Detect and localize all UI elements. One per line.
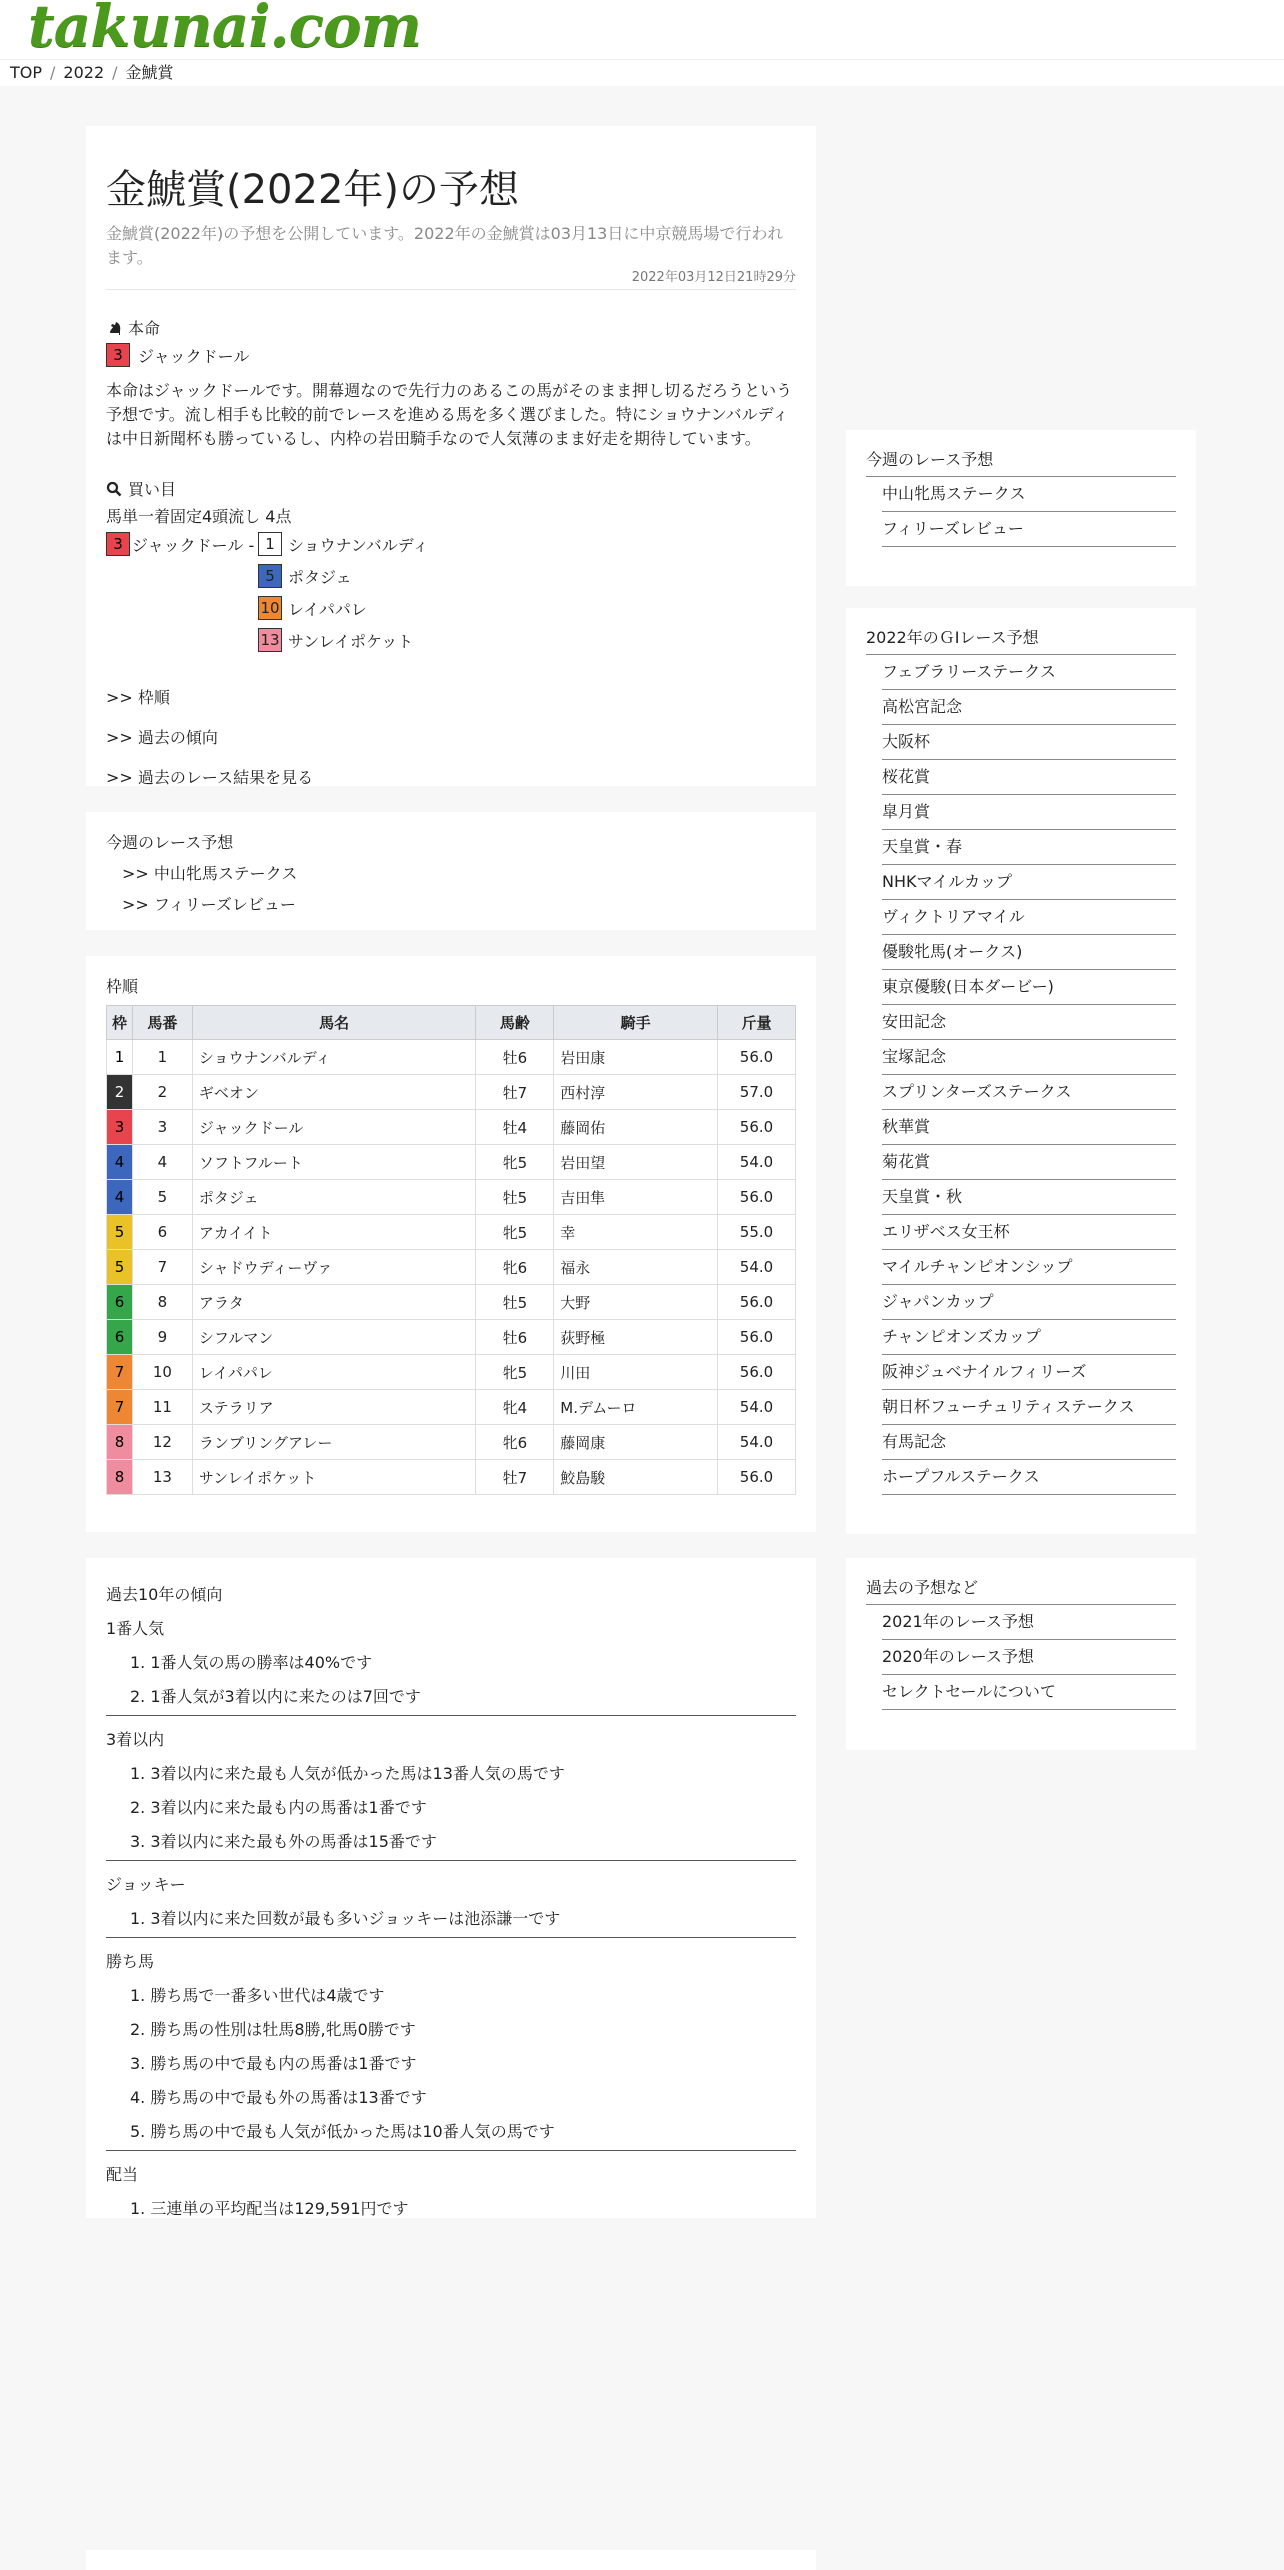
honmei-heading xyxy=(106,316,796,339)
waku-cell xyxy=(107,1110,133,1145)
link-waku[interactable]: >> 枠順 xyxy=(106,688,170,707)
table-row xyxy=(107,1075,796,1110)
umaban-cell: 9 xyxy=(132,1320,192,1355)
list-item: 1. 3着以内に来た回数が最も多いジョッキーは池添謙一です xyxy=(130,1909,561,1928)
waku-color-badge: 8 xyxy=(107,1425,132,1459)
search-icon xyxy=(106,481,122,497)
jockey-cell: M.デムーロ xyxy=(554,1390,718,1425)
umaban-cell: 1 xyxy=(132,1040,192,1075)
sidebar-link[interactable]: 秋華賞 xyxy=(882,1110,1176,1145)
jockey-cell: 西村淳 xyxy=(554,1075,718,1110)
age-cell: 牡7 xyxy=(476,1075,554,1110)
jockey-cell: 岩田望 xyxy=(554,1145,718,1180)
waku-cell xyxy=(107,1390,133,1425)
waku-color-badge: 6 xyxy=(107,1285,132,1319)
buy-targets xyxy=(258,527,428,655)
weight-cell: 56.0 xyxy=(718,1040,796,1075)
breadcrumb-separator: / xyxy=(112,63,118,82)
umaban-cell: 3 xyxy=(132,1110,192,1145)
breadcrumb xyxy=(0,60,1284,86)
sidebar-link[interactable]: 朝日杯フューチュリティステークス xyxy=(882,1390,1176,1425)
list-item: 5. 勝ち馬の中で最も人気が低かった馬は10番人気の馬です xyxy=(130,2122,555,2141)
trend-group xyxy=(106,1730,796,1861)
horse-number-badge: 10 xyxy=(258,596,282,620)
horse-number-badge: 5 xyxy=(258,564,282,588)
jockey-cell: 荻野極 xyxy=(554,1320,718,1355)
buy-target-name: ポタジェ xyxy=(288,567,352,587)
sidebar-link[interactable]: 高松宮記念 xyxy=(882,690,1176,725)
umaban-cell: 5 xyxy=(132,1180,192,1215)
post-date: 2022年03月12日21時29分 xyxy=(106,266,796,290)
buy-target-row xyxy=(258,625,428,655)
col-waku: 枠 xyxy=(107,1006,133,1040)
sidebar-link[interactable]: ヴィクトリアマイル xyxy=(882,900,1176,935)
table-row xyxy=(107,1145,796,1180)
horse-name-cell: レイパパレ xyxy=(192,1355,475,1390)
age-cell: 牡5 xyxy=(476,1180,554,1215)
sidebar-link[interactable]: ジャパンカップ xyxy=(882,1285,1176,1320)
honmei-label: 本命 xyxy=(128,319,161,338)
waku-color-badge: 4 xyxy=(107,1145,132,1179)
age-cell: 牝4 xyxy=(476,1390,554,1425)
list-item: 1. 勝ち馬で一番多い世代は4歳です xyxy=(130,1986,385,2005)
list-item: 3. 3着以内に来た最も外の馬番は15番です xyxy=(130,1832,437,1851)
table-row xyxy=(107,1110,796,1145)
buy-combination xyxy=(106,527,796,651)
trend-group xyxy=(106,1952,796,2151)
honmei-horse xyxy=(106,343,796,367)
jockey-cell: 幸 xyxy=(554,1215,718,1250)
buy-target-row xyxy=(258,593,428,623)
buy-description: 馬単一着固定4頭流し 4点 xyxy=(106,507,292,526)
sidebar-past-title: 過去の予想など xyxy=(866,1576,1176,1605)
list-item: 4. 勝ち馬の中で最も外の馬番は13番です xyxy=(130,2088,427,2107)
table-row xyxy=(107,1040,796,1075)
trend-group-title: ジョッキー xyxy=(106,1875,186,1894)
sidebar-link[interactable]: 桜花賞 xyxy=(882,760,1176,795)
sidebar-weekly-title: 今週のレース予想 xyxy=(866,448,1176,477)
jockey-cell: 岩田康 xyxy=(554,1040,718,1075)
page-title: 金鯱賞(2022年)の予想 xyxy=(106,167,520,213)
jockey-cell: 福永 xyxy=(554,1250,718,1285)
sidebar-link[interactable]: エリザベス女王杯 xyxy=(882,1215,1176,1250)
sidebar-link[interactable]: ホープフルステークス xyxy=(882,1460,1176,1495)
buy-target-name: サンレイポケット xyxy=(288,631,414,651)
table-header-row xyxy=(107,1006,796,1040)
col-weight: 斤量 xyxy=(718,1006,796,1040)
waku-cell xyxy=(107,1425,133,1460)
sidebar-link[interactable]: 天皇賞・秋 xyxy=(882,1180,1176,1215)
umaban-cell: 6 xyxy=(132,1215,192,1250)
weight-cell: 56.0 xyxy=(718,1285,796,1320)
sidebar-link[interactable]: 宝塚記念 xyxy=(882,1040,1176,1075)
waku-cell xyxy=(107,1460,133,1495)
breadcrumb-year[interactable]: 2022 xyxy=(63,63,105,82)
table-row xyxy=(107,1285,796,1320)
horse-name-cell: アカイイト xyxy=(192,1215,475,1250)
buy-target-name: レイパパレ xyxy=(288,599,367,619)
weekly-title: 今週のレース予想 xyxy=(106,833,234,852)
sidebar-link[interactable]: スプリンターズステークス xyxy=(882,1075,1176,1110)
trend-panel xyxy=(86,1558,816,2218)
waku-cell xyxy=(107,1040,133,1075)
waku-color-badge: 8 xyxy=(107,1460,132,1494)
waku-color-badge: 2 xyxy=(107,1075,132,1109)
honmei-text: 本命はジャックドールです。開幕週なので先行力のあるこの馬がそのまま押し切るだろうという予想です。流し相手も比較的前でレースを進める馬を多く選びました。特にショウナンバルディは中日新聞杯も勝っているし、内枠の岩田騎手なので人気薄のまま好走を期待しています。 xyxy=(106,381,793,448)
sidebar-link[interactable]: セレクトセールについて xyxy=(882,1675,1176,1710)
waku-color-badge: 4 xyxy=(107,1180,132,1214)
horse-name-cell: ギベオン xyxy=(192,1075,475,1110)
waku-cell xyxy=(107,1355,133,1390)
sidebar-link[interactable]: 2021年のレース予想 xyxy=(882,1605,1176,1640)
sidebar-link[interactable]: 天皇賞・春 xyxy=(882,830,1176,865)
waku-color-badge: 1 xyxy=(107,1040,132,1074)
horse-name-cell: ランブリングアレー xyxy=(192,1425,475,1460)
list-item: 2. 1番人気が3着以内に来たのは7回です xyxy=(130,1687,421,1706)
sidebar-link[interactable]: 安田記念 xyxy=(882,1005,1176,1040)
horse-name-cell: アラタ xyxy=(192,1285,475,1320)
sidebar-g1 xyxy=(846,608,1196,1534)
trend-group-title: 配当 xyxy=(106,2165,139,2184)
horse-knight-icon xyxy=(106,320,122,336)
sidebar-link[interactable]: チャンピオンズカップ xyxy=(882,1320,1176,1355)
horse-name-cell: ショウナンバルディ xyxy=(192,1040,475,1075)
sidebar-link[interactable]: 有馬記念 xyxy=(882,1425,1176,1460)
age-cell: 牝6 xyxy=(476,1250,554,1285)
jockey-cell: 藤岡康 xyxy=(554,1425,718,1460)
sidebar-link[interactable]: 2020年のレース予想 xyxy=(882,1640,1176,1675)
waku-cell xyxy=(107,1145,133,1180)
sidebar-link[interactable]: 阪神ジュベナイルフィリーズ xyxy=(882,1355,1176,1390)
waku-cell xyxy=(107,1285,133,1320)
col-horse-name: 馬名 xyxy=(192,1006,475,1040)
umaban-cell: 10 xyxy=(132,1355,192,1390)
sidebar-link[interactable]: 東京優駿(日本ダービー) xyxy=(882,970,1176,1005)
horse-name-cell: ステラリア xyxy=(192,1390,475,1425)
horse-name-cell: サンレイポケット xyxy=(192,1460,475,1495)
list-item: 2. 3着以内に来た最も内の馬番は1番です xyxy=(130,1798,427,1817)
table-row xyxy=(107,1180,796,1215)
col-umaban: 馬番 xyxy=(132,1006,192,1040)
jockey-cell: 川田 xyxy=(554,1355,718,1390)
horse-number-badge: 1 xyxy=(258,532,282,556)
weekly-link-nakayama[interactable]: >> 中山牝馬ステークス xyxy=(122,864,298,883)
waku-color-badge: 5 xyxy=(107,1215,132,1249)
bottom-panel xyxy=(86,2550,816,2570)
list-item: 3. 勝ち馬の中で最も内の馬番は1番です xyxy=(130,2054,417,2073)
list-item: 1. 1番人気の馬の勝率は40%です xyxy=(130,1653,373,1672)
sidebar-link[interactable]: フェブラリーステークス xyxy=(882,655,1176,690)
waku-title: 枠順 xyxy=(106,977,139,996)
horse-number-badge: 13 xyxy=(258,628,282,652)
sidebar-past xyxy=(846,1558,1196,1750)
waku-table xyxy=(106,1005,796,1495)
sidebar-g1-title: 2022年のＧⅠレース予想 xyxy=(866,626,1176,655)
col-jockey: 騎手 xyxy=(554,1006,718,1040)
waku-cell xyxy=(107,1320,133,1355)
buy-target-row xyxy=(258,561,428,591)
col-age: 馬齢 xyxy=(476,1006,554,1040)
buy-target-row xyxy=(258,529,428,559)
weight-cell: 54.0 xyxy=(718,1145,796,1180)
weight-cell: 54.0 xyxy=(718,1250,796,1285)
trend-group-title: 勝ち馬 xyxy=(106,1952,155,1971)
trend-group xyxy=(106,2165,796,2227)
age-cell: 牝5 xyxy=(476,1145,554,1180)
table-row xyxy=(107,1390,796,1425)
breadcrumb-current: 金鯱賞 xyxy=(125,63,174,82)
age-cell: 牝5 xyxy=(476,1215,554,1250)
age-cell: 牡6 xyxy=(476,1040,554,1075)
waku-cell xyxy=(107,1215,133,1250)
list-item: 1. 三連単の平均配当は129,591円です xyxy=(130,2199,409,2218)
age-cell: 牝6 xyxy=(476,1425,554,1460)
buy-target-name: ショウナンバルディ xyxy=(288,535,429,555)
jockey-cell: 藤岡佑 xyxy=(554,1110,718,1145)
waku-cell xyxy=(107,1075,133,1110)
weight-cell: 56.0 xyxy=(718,1460,796,1495)
waku-color-badge: 3 xyxy=(107,1110,132,1144)
weekly-link-fillies[interactable]: >> フィリーズレビュー xyxy=(122,895,296,914)
waku-color-badge: 5 xyxy=(107,1250,132,1284)
list-item: 1. 3着以内に来た最も人気が低かった馬は13番人気の馬です xyxy=(130,1764,565,1783)
jockey-cell: 大野 xyxy=(554,1285,718,1320)
sidebar-link[interactable]: フィリーズレビュー xyxy=(882,512,1176,547)
horse-name-cell: ソフトフルート xyxy=(192,1145,475,1180)
table-row xyxy=(107,1215,796,1250)
buy-heading xyxy=(106,477,796,500)
umaban-cell: 8 xyxy=(132,1285,192,1320)
link-trend[interactable]: >> 過去の傾向 xyxy=(106,728,218,747)
waku-cell xyxy=(107,1250,133,1285)
list-item: 2. 勝ち馬の性別は牡馬8勝,牝馬0勝です xyxy=(130,2020,416,2039)
weekly-races-panel xyxy=(86,812,816,930)
sidebar-link[interactable]: 大阪杯 xyxy=(882,725,1176,760)
waku-cell xyxy=(107,1180,133,1215)
sidebar-link[interactable]: NHKマイルカップ xyxy=(882,865,1176,900)
sidebar-link[interactable]: 優駿牝馬(オークス) xyxy=(882,935,1176,970)
breadcrumb-top[interactable]: TOP xyxy=(10,63,43,82)
page-description: 金鯱賞(2022年)の予想を公開しています。2022年の金鯱賞は03月13日に中京競馬場で行われます。 xyxy=(106,224,784,267)
age-cell: 牡6 xyxy=(476,1320,554,1355)
jockey-cell: 吉田隼 xyxy=(554,1180,718,1215)
weight-cell: 56.0 xyxy=(718,1355,796,1390)
umaban-cell: 13 xyxy=(132,1460,192,1495)
umaban-cell: 12 xyxy=(132,1425,192,1460)
waku-color-badge: 6 xyxy=(107,1320,132,1354)
sidebar-link[interactable]: 中山牝馬ステークス xyxy=(882,477,1176,512)
weight-cell: 55.0 xyxy=(718,1215,796,1250)
table-row xyxy=(107,1320,796,1355)
site-header xyxy=(0,0,1284,60)
trend-group-title: 1番人気 xyxy=(106,1619,165,1638)
trend-group-title: 3着以内 xyxy=(106,1730,165,1749)
trend-title: 過去10年の傾向 xyxy=(106,1585,223,1604)
age-cell: 牡5 xyxy=(476,1285,554,1320)
horse-name-cell: ポタジェ xyxy=(192,1180,475,1215)
waku-color-badge: 7 xyxy=(107,1390,132,1424)
site-logo[interactable]: takunai.com xyxy=(28,0,422,60)
umaban-cell: 4 xyxy=(132,1145,192,1180)
trend-group xyxy=(106,1875,796,1938)
age-cell: 牡7 xyxy=(476,1460,554,1495)
weight-cell: 56.0 xyxy=(718,1320,796,1355)
weight-cell: 57.0 xyxy=(718,1075,796,1110)
buy-label: 買い目 xyxy=(128,480,177,499)
axis-horse-name: ジャックドール - xyxy=(132,535,255,555)
age-cell: 牡4 xyxy=(476,1110,554,1145)
table-row xyxy=(107,1425,796,1460)
umaban-cell: 2 xyxy=(132,1075,192,1110)
breadcrumb-separator: / xyxy=(50,63,56,82)
sidebar-link[interactable]: マイルチャンピオンシップ xyxy=(882,1250,1176,1285)
table-row xyxy=(107,1355,796,1390)
table-row xyxy=(107,1460,796,1495)
waku-color-badge: 7 xyxy=(107,1355,132,1389)
horse-name-cell: シャドウディーヴァ xyxy=(192,1250,475,1285)
age-cell: 牝5 xyxy=(476,1355,554,1390)
horse-name-cell: ジャックドール xyxy=(192,1110,475,1145)
axis-number-badge: 3 xyxy=(106,532,130,556)
weight-cell: 54.0 xyxy=(718,1390,796,1425)
horse-number-badge: 3 xyxy=(106,343,130,367)
sidebar-link[interactable]: 菊花賞 xyxy=(882,1145,1176,1180)
trend-group xyxy=(106,1619,796,1716)
umaban-cell: 11 xyxy=(132,1390,192,1425)
table-row xyxy=(107,1250,796,1285)
horse-name-cell: シフルマン xyxy=(192,1320,475,1355)
prediction-panel xyxy=(86,126,816,786)
umaban-cell: 7 xyxy=(132,1250,192,1285)
sidebar-link[interactable]: 皐月賞 xyxy=(882,795,1176,830)
weight-cell: 54.0 xyxy=(718,1425,796,1460)
jockey-cell: 鮫島駿 xyxy=(554,1460,718,1495)
weight-cell: 56.0 xyxy=(718,1110,796,1145)
honmei-horse-name: ジャックドール xyxy=(138,346,250,366)
sidebar-weekly xyxy=(846,430,1196,586)
waku-panel xyxy=(86,956,816,1532)
weight-cell: 56.0 xyxy=(718,1180,796,1215)
link-past-results[interactable]: >> 過去のレース結果を見る xyxy=(106,768,314,787)
